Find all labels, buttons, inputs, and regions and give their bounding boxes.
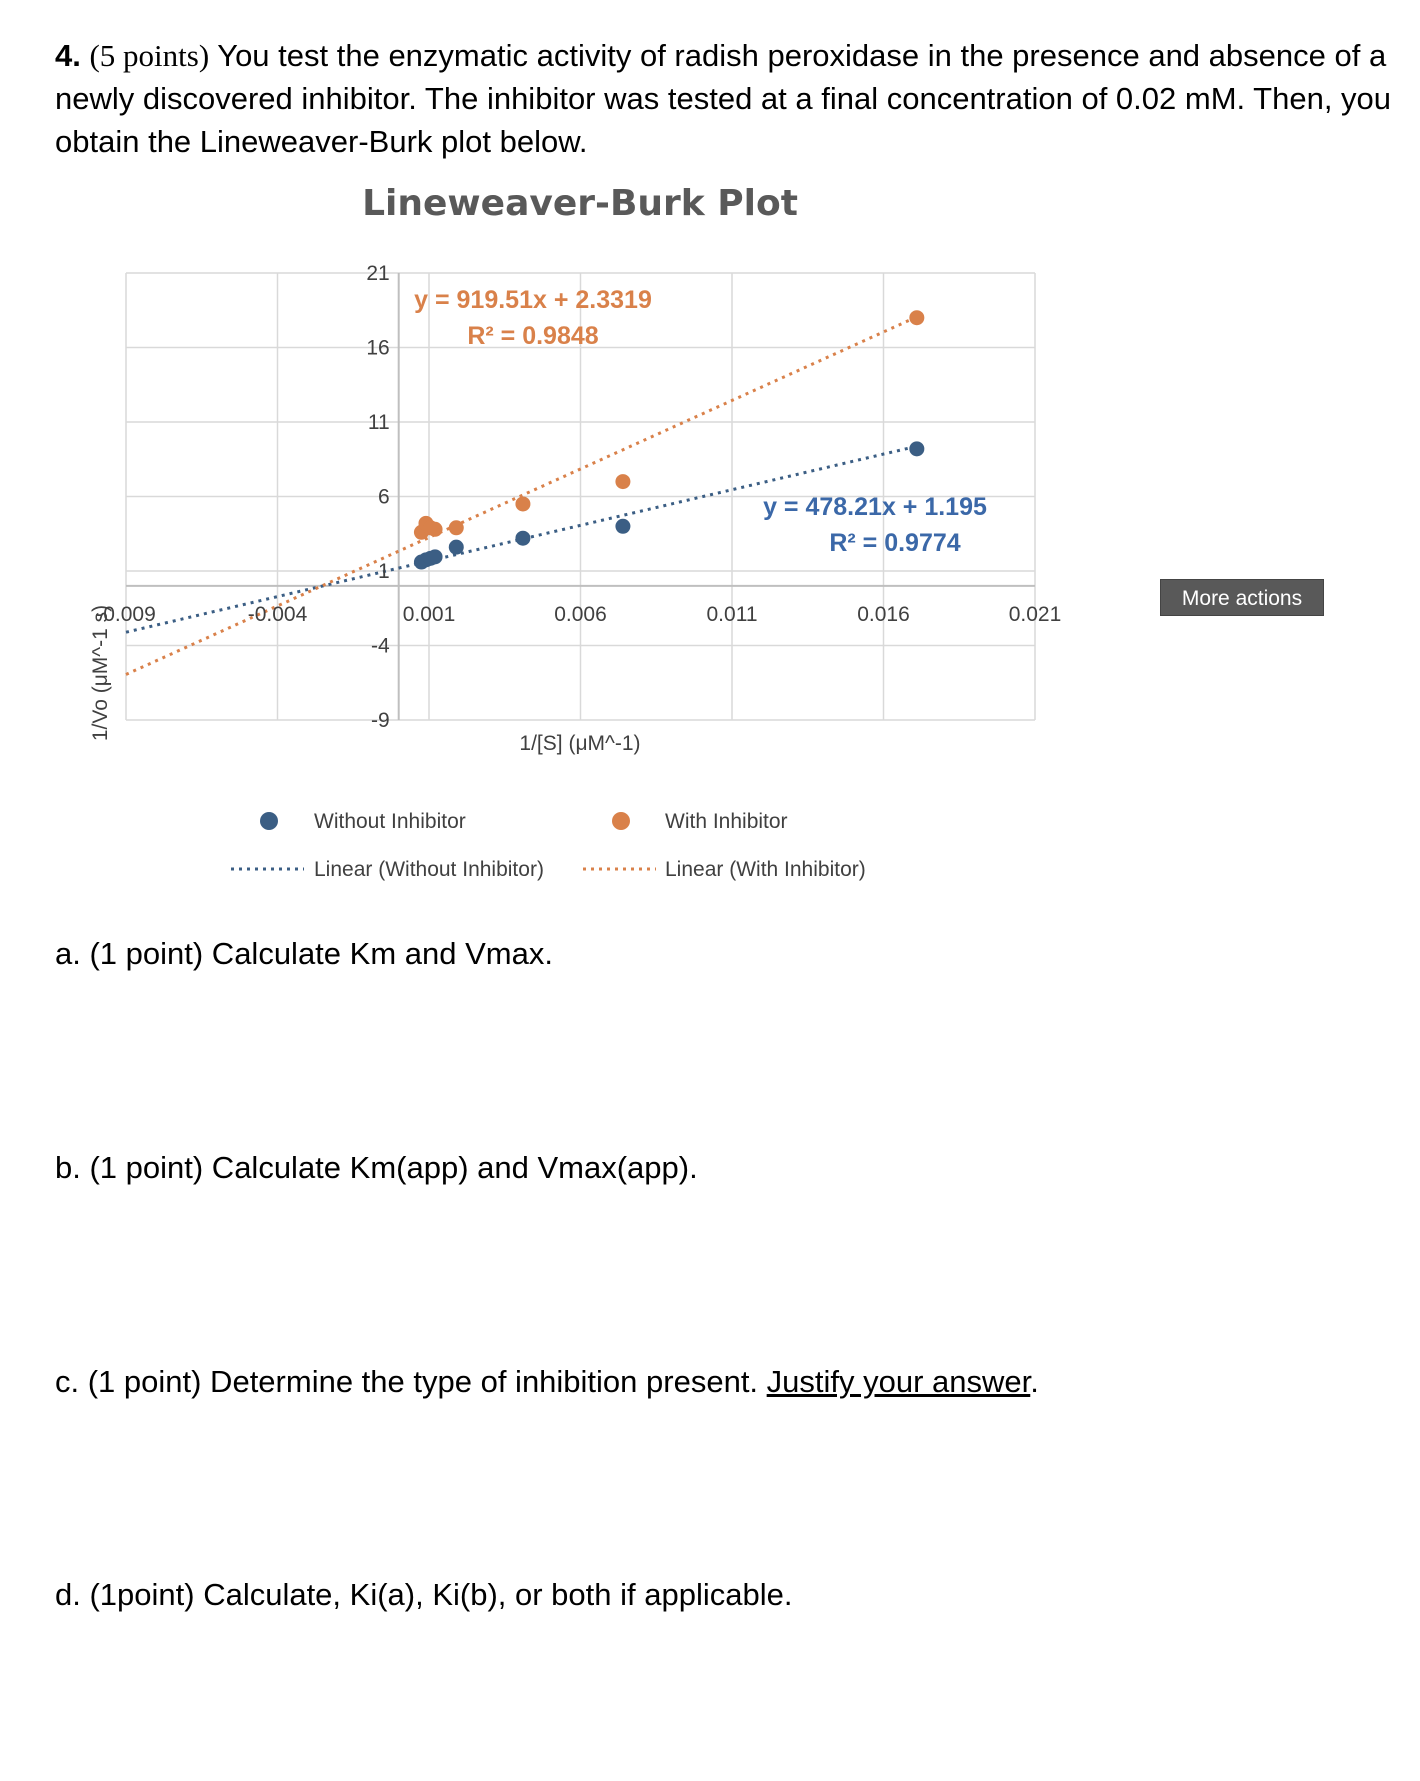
legend-trend-with-inhibitor: Linear (With Inhibitor) bbox=[665, 858, 866, 881]
x-tick-label: 0.006 bbox=[554, 602, 607, 626]
y-tick-label: 16 bbox=[366, 336, 390, 360]
question-c bbox=[55, 1362, 1039, 1402]
question-a: a. (1 point) Calculate Km and Vmax. bbox=[55, 936, 553, 971]
legend-trend-without-inhibitor: Linear (Without Inhibitor) bbox=[314, 858, 544, 881]
legend-label-without-inhibitor: Without Inhibitor bbox=[314, 810, 466, 833]
x-tick-label: -0.004 bbox=[247, 602, 308, 626]
x-axis-label: 1/[S] (μM^-1) bbox=[519, 732, 641, 755]
data-point-without-inhibitor bbox=[449, 540, 464, 555]
equation-with-inhibitor: y = 919.51x + 2.3319 bbox=[414, 286, 652, 314]
data-point-with-inhibitor bbox=[909, 310, 924, 325]
more-actions-button[interactable]: More actions bbox=[1160, 579, 1324, 616]
question-c-justify: Justify your answer bbox=[766, 1364, 1031, 1399]
question-b: b. (1 point) Calculate Km(app) and Vmax(app). bbox=[55, 1150, 698, 1185]
y-tick-label: -4 bbox=[371, 634, 390, 658]
lineweaver-burk-chart bbox=[0, 170, 1420, 890]
x-tick-label: 0.016 bbox=[857, 602, 910, 626]
data-point-without-inhibitor bbox=[515, 531, 530, 546]
data-point-without-inhibitor bbox=[428, 549, 443, 564]
y-tick-label: 6 bbox=[378, 485, 390, 509]
data-point-with-inhibitor bbox=[515, 496, 530, 511]
question-text: You test the enzymatic activity of radish peroxidase in the presence and absence of a newly discovered inhibitor. The inhibitor was tested at a final concentration of 0.02 mM. Then, you obtain the Lineweaver-Burk plot below. bbox=[55, 38, 1392, 159]
question-intro bbox=[55, 34, 1405, 163]
data-point-without-inhibitor bbox=[909, 441, 924, 456]
data-point-with-inhibitor bbox=[615, 474, 630, 489]
data-point-with-inhibitor bbox=[428, 522, 443, 537]
question-d: d. (1point) Calculate, Ki(a), Ki(b), or both if applicable. bbox=[55, 1577, 793, 1612]
r2-with-inhibitor: R² = 0.9848 bbox=[467, 322, 599, 350]
y-axis-label: 1/Vo (μM^-1 s) bbox=[89, 604, 112, 742]
legend-label-with-inhibitor: With Inhibitor bbox=[665, 810, 788, 833]
x-tick-label: -0.009 bbox=[96, 602, 156, 626]
question-points: (5 points) bbox=[89, 38, 210, 73]
legend-marker-without-inhibitor bbox=[260, 812, 278, 830]
data-point-with-inhibitor bbox=[449, 520, 464, 535]
x-tick-label: 0.021 bbox=[1008, 602, 1062, 626]
question-c-period: . bbox=[1030, 1364, 1039, 1399]
chart-title: Lineweaver-Burk Plot bbox=[362, 183, 798, 224]
y-tick-label: 1 bbox=[378, 560, 390, 583]
x-tick-label: 0.011 bbox=[706, 602, 758, 626]
data-point-without-inhibitor bbox=[615, 519, 630, 534]
x-tick-label: 0.001 bbox=[402, 602, 456, 626]
y-tick-label: 21 bbox=[366, 262, 390, 285]
y-tick-label: 11 bbox=[367, 411, 390, 434]
legend-marker-with-inhibitor bbox=[612, 812, 630, 830]
equation-without-inhibitor: y = 478.21x + 1.195 bbox=[763, 493, 987, 521]
chart-legend bbox=[231, 810, 866, 881]
y-tick-label: -9 bbox=[371, 709, 390, 732]
r2-without-inhibitor: R² = 0.9774 bbox=[829, 529, 961, 557]
question-c-text: c. (1 point) Determine the type of inhibition present. bbox=[55, 1364, 767, 1399]
question-number: 4. bbox=[55, 38, 81, 73]
